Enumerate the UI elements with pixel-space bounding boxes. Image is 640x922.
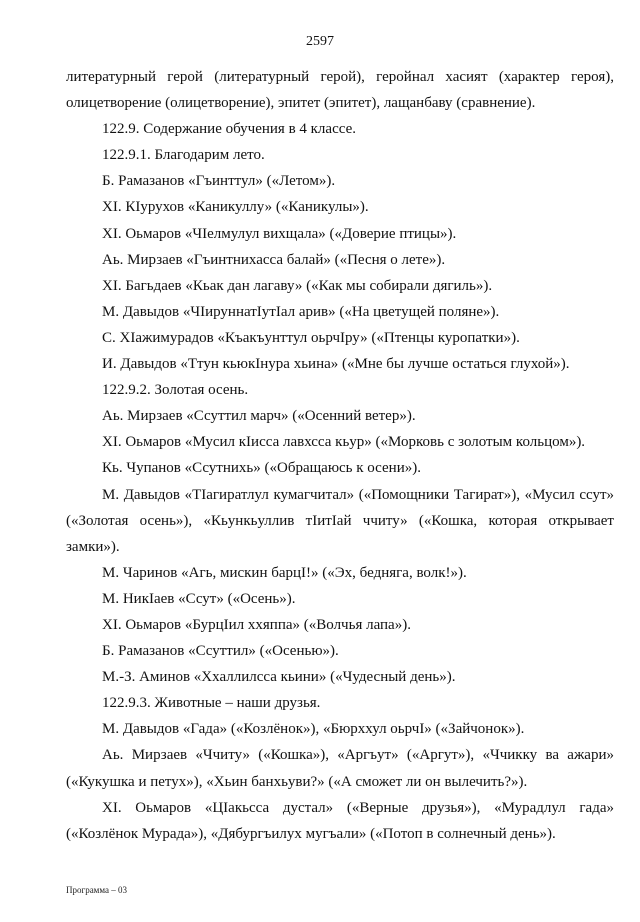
list-item: Б. Рамазанов «Ссуттил» («Осенью»). (102, 643, 339, 660)
list-item: М. Давыдов «ЧIируннатIутIал арив» («На цветущей поляне»). (102, 303, 500, 320)
document-body (66, 64, 614, 847)
list-item: Аь. Мирзаев «Ссуттил марч» («Осенний ветер»). (102, 408, 416, 425)
subsection-heading: 122.9.3. Животные – наши друзья. (102, 695, 321, 712)
list-item: М. Давыдов «Гада» («Козлёнок»), «Бюрххул оьрчI» («Зайчонок»). (102, 721, 525, 738)
list-item: ХI. КIурухов «Каникуллу» («Каникулы»). (102, 199, 369, 216)
list-item: Аь. Мирзаев «Гъинтнихасса балай» («Песня о лете»). (102, 251, 446, 268)
list-item: Аь. Мирзаев «Ччиту» («Кошка»), «Аргъут» («Аргут»), «Ччикку ва ажари» («Кукушка и петух»), «Хьин банхьуви?» («А сможет ли он вылечить?»). (66, 747, 614, 790)
list-item: С. ХIажимурадов «Къакъунттул оьрчIру» («Птенцы куропатки»). (102, 329, 520, 346)
list-item: М. Давыдов «ТIагиратлул кумагчитал» («Помощники Тагират»), «Мусил ссут» («Золотая осень»), «Кьункьуллив тIитIай ччиту» («Кошка, которая открывает замки»). (66, 486, 614, 555)
list-item: Б. Рамазанов «Гъинттул» («Летом»). (102, 173, 336, 190)
list-item: ХI. Багьдаев «Кьак дан лагаву» («Как мы собирали дягиль»). (102, 277, 493, 294)
section-heading: 122.9. Содержание обучения в 4 классе. (102, 121, 356, 138)
paragraph: литературный герой (литературный герой), геройнал хасият (характер героя), олицетворение (олицетворение), эпитет (эпитет), лащанбаву (сравнение). (66, 69, 614, 112)
list-item: ХI. Оьмаров «БурцIил ххяппа» («Волчья лапа»). (102, 616, 411, 633)
footer-program-label: Программа – 03 (66, 885, 128, 895)
list-item: М. Чаринов «Агь, мискин барцI!» («Эх, бедняга, волк!»). (102, 564, 467, 581)
list-item: И. Давыдов «Ттун кьюкIнура хьина» («Мне бы лучше остаться глухой»). (102, 356, 570, 373)
list-item: М.-З. Аминов «Ххаллилсса кьини» («Чудесный день»). (102, 669, 456, 686)
list-item: Кь. Чупанов «Ссутнихь» («Обращаюсь к осени»). (102, 460, 421, 477)
page-number: 2597 (306, 34, 334, 49)
list-item: ХI. Оьмаров «ЦIакьсса дустал» («Верные друзья»), «Мурадлул гада» («Козлёнок Мурада»), «Дябургъилух мугъали» («Потоп в солнечный день»). (66, 799, 614, 842)
list-item: ХI. Оьмаров «Мусил кIисса лавхсса кьур» («Морковь с золотым кольцом»). (102, 434, 586, 451)
subsection-heading: 122.9.1. Благодарим лето. (102, 147, 265, 164)
list-item: ХI. Оьмаров «ЧIелмулул вихщала» («Доверие птицы»). (102, 225, 457, 242)
subsection-heading: 122.9.2. Золотая осень. (102, 382, 249, 399)
list-item: М. НикIаев «Ссут» («Осень»). (102, 590, 296, 607)
